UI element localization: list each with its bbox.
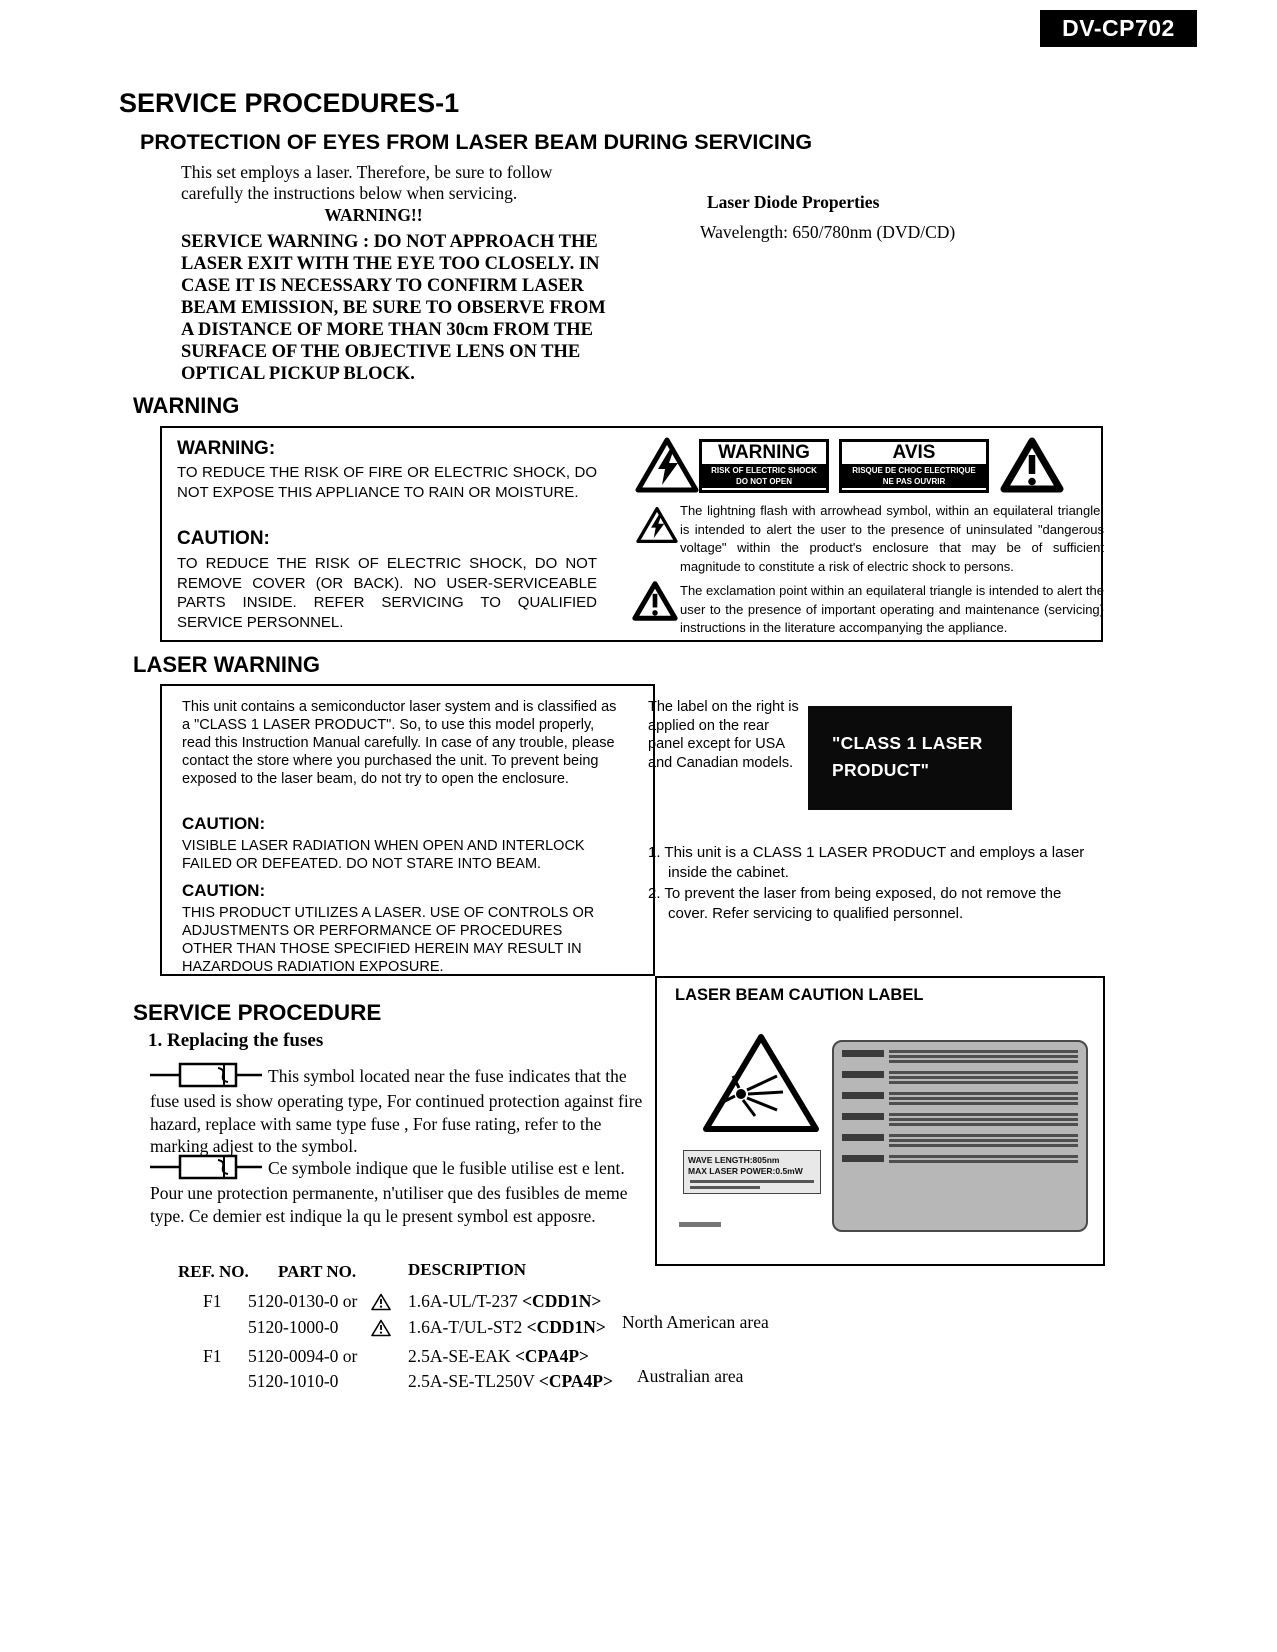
desc-text: 2.5A-SE-TL250V [408, 1371, 539, 1391]
table-row-part: 5120-1000-0 [248, 1317, 339, 1337]
laser-caution1-text: VISIBLE LASER RADIATION WHEN OPEN AND INTERLOCK FAILED OR DEFEATED. DO NOT STARE INTO BEAM. [182, 838, 585, 872]
exclamation-triangle-icon [1000, 436, 1064, 499]
warning-text: TO REDUCE THE RISK OF FIRE OR ELECTRIC SHOCK, DO NOT EXPOSE THIS APPLIANCE TO RAIN OR MOISTURE. [177, 464, 597, 501]
warning-badge [699, 439, 829, 493]
spec-max-power: MAX LASER POWER:0.5mW [688, 1166, 803, 1176]
table-header-part: PART NO. [278, 1262, 357, 1281]
label-row [842, 1155, 1078, 1165]
laser-caution2-text: THIS PRODUCT UTILIZES A LASER. USE OF CONTROLS OR ADJUSTMENTS OR PERFORMANCE OF PROCEDURES OTHER THAN THOSE SPECIFIED HEREIN MAY RESULT IN HAZARDOUS RADIATION EXPOSURE. [182, 905, 595, 975]
laser-warning-heading: LASER WARNING [133, 652, 320, 677]
area-note-north-america: North American area [622, 1312, 769, 1332]
caution-label: CAUTION: [177, 528, 270, 549]
label-row [842, 1134, 1078, 1149]
warning-triangle-icon [371, 1293, 391, 1314]
warning-box [160, 426, 1103, 642]
fuse-note-en-text: This symbol located near the fuse indicates that the fuse used is show operating type, For continued protection against fire hazard, replace with same type fuse , For fuse rating, refer to the marking adjest to the symbol. [150, 1066, 643, 1156]
table-row-desc [408, 1291, 601, 1312]
laser-beam-caution-label-box [655, 976, 1105, 1266]
avis-badge-line1: RISQUE DE CHOC ELECTRIQUE [852, 466, 976, 475]
warning-badge-line2: DO NOT OPEN [735, 476, 792, 486]
desc-text: 2.5A-SE-EAK [408, 1346, 515, 1366]
page-title: SERVICE PROCEDURES-1 [119, 88, 460, 118]
desc-part-code: <CDD1N> [522, 1291, 602, 1311]
table-row-part: 5120-0130-0 or [248, 1291, 358, 1311]
fuse-note-fr [150, 1152, 648, 1227]
model-number-plate [1040, 10, 1197, 47]
spec-wave-length: WAVE LENGTH:805nm [688, 1155, 780, 1165]
fuse-symbol-icon [150, 1060, 262, 1090]
fuse-note-en [150, 1060, 648, 1158]
desc-part-code: <CDD1N> [526, 1317, 606, 1337]
laser-note-item-1: 1. This unit is a CLASS 1 LASER PRODUCT and employs a laser inside the cabinet. [648, 844, 1085, 881]
desc-text: 1.6A-T/UL-ST2 [408, 1317, 527, 1337]
label-row [842, 1092, 1078, 1107]
laser-warning-box [160, 684, 655, 976]
area-note-australia: Australian area [637, 1366, 744, 1386]
laser-caution2-label: CAUTION: [182, 881, 266, 900]
class1-laser-product-label [808, 706, 1012, 810]
table-row-desc [408, 1317, 606, 1338]
eye-protection-heading: PROTECTION OF EYES FROM LASER BEAM DURING SERVICING [140, 130, 813, 154]
laser-caution1-label: CAUTION: [182, 814, 266, 833]
laser-beam-caution-label-heading: LASER BEAM CAUTION LABEL [675, 986, 924, 1004]
label-code-bar [679, 1222, 721, 1227]
avis-badge [839, 439, 989, 493]
fuse-symbol-icon [150, 1152, 262, 1182]
laser-radiation-triangle-icon [699, 1030, 823, 1141]
class-label-line1: "CLASS 1 LASER [832, 733, 983, 753]
rear-panel-label-note: The label on the right is applied on the rear panel except for USA and Canadian models. [648, 699, 799, 771]
table-row-ref: F1 [203, 1291, 222, 1311]
service-procedure-heading: SERVICE PROCEDURE [133, 1000, 382, 1025]
exclamation-note-text: The exclamation point within an equilateral triangle is intended to alert the user to the presence of important operating and maintenance (servicing) instructions in the literature accompanying the appliance. [680, 583, 1104, 635]
warning-title: WARNING!! [324, 205, 423, 225]
model-number: DV-CP702 [1062, 15, 1175, 41]
lightning-triangle-small-icon [636, 506, 678, 549]
exclamation-triangle-small-icon [632, 580, 678, 627]
service-warning-text: SERVICE WARNING : DO NOT APPROACH THE LASER EXIT WITH THE EYE TOO CLOSELY. IN CASE IT IS NECESSARY TO CONFIRM LASER BEAM EMISSION, BE SURE TO OBSERVE FROM A DISTANCE OF MORE THAN 30cm FROM THE SURFACE OF THE OBJECTIVE LENS ON THE OPTICAL PICKUP BLOCK. [181, 232, 606, 384]
lightning-triangle-icon [635, 436, 699, 499]
table-row-part: 5120-1010-0 [248, 1371, 339, 1391]
avis-badge-title: AVIS [892, 442, 936, 463]
class-label-line2: PRODUCT" [832, 760, 930, 780]
warning-triangle-icon [371, 1319, 391, 1340]
laser-diode-wavelength: Wavelength: 650/780nm (DVD/CD) [700, 222, 956, 242]
laser-note-item-2: 2. To prevent the laser from being exposed, do not remove the cover. Refer servicing to qualified personnel. [648, 885, 1062, 922]
label-row [842, 1113, 1078, 1128]
avis-badge-black-bar [842, 464, 986, 488]
desc-part-code: <CPA4P> [538, 1371, 613, 1391]
laser-warning-body: This unit contains a semiconductor laser system and is classified as a "CLASS 1 LASER PRODUCT". So, to use this model properly, read this Instruction Manual carefully. In case of any trouble, please contact the store where you purchased the unit. To prevent being exposed to the laser beam, do not try to open the enclosure. [182, 699, 617, 787]
desc-text: 1.6A-UL/T-237 [408, 1291, 523, 1311]
table-header-ref: REF. NO. [178, 1262, 249, 1281]
caution-text: TO REDUCE THE RISK OF ELECTRIC SHOCK, DO NOT REMOVE COVER (OR BACK). NO USER-SERVICEABLE PARTS INSIDE. REFER SERVICING TO QUALIFIED SERVICE PERSONNEL. [177, 555, 597, 631]
avis-badge-line2: NE PAS OUVRIR [882, 476, 946, 486]
table-row-desc [408, 1371, 613, 1392]
warning-badge-black-bar [702, 464, 826, 488]
warning-section-heading: WARNING [133, 393, 240, 418]
fuse-note-fr-text: Ce symbole indique que le fusible utilise est e lent. Pour une protection permanente, n'utiliser que des fusibles de meme type. Ce demier est indique la qu le present symbol est apposre. [150, 1158, 628, 1226]
spec-bar-1 [690, 1180, 814, 1183]
table-row-ref: F1 [203, 1346, 222, 1366]
laser-diode-properties-title: Laser Diode Properties [707, 192, 880, 212]
table-row-desc [408, 1346, 589, 1367]
warning-label: WARNING: [177, 438, 276, 459]
table-row-part: 5120-0094-0 or [248, 1346, 358, 1366]
warning-badge-title: WARNING [718, 442, 810, 463]
lightning-note-text: The lightning flash with arrowhead symbol, within an equilateral triangle, is intended to alert the user to the presence of uninsulated "dangerous voltage" within the product's enclosure that may be of sufficient magnitude to constitute a risk of electric shock to persons. [680, 503, 1104, 574]
warning-badge-line1: RISK OF ELECTRIC SHOCK [711, 466, 817, 475]
replacing-fuses-subheading: 1. Replacing the fuses [148, 1030, 324, 1051]
label-row [842, 1071, 1078, 1086]
desc-part-code: <CPA4P> [514, 1346, 589, 1366]
label-row [842, 1050, 1078, 1065]
laser-caution-label-graphic [832, 1040, 1088, 1232]
laser-spec-block [683, 1150, 821, 1194]
table-header-desc: DESCRIPTION [408, 1260, 527, 1279]
spec-bar-2 [690, 1186, 760, 1189]
intro-text: This set employs a laser. Therefore, be sure to follow carefully the instructions below when servicing. [181, 162, 553, 203]
